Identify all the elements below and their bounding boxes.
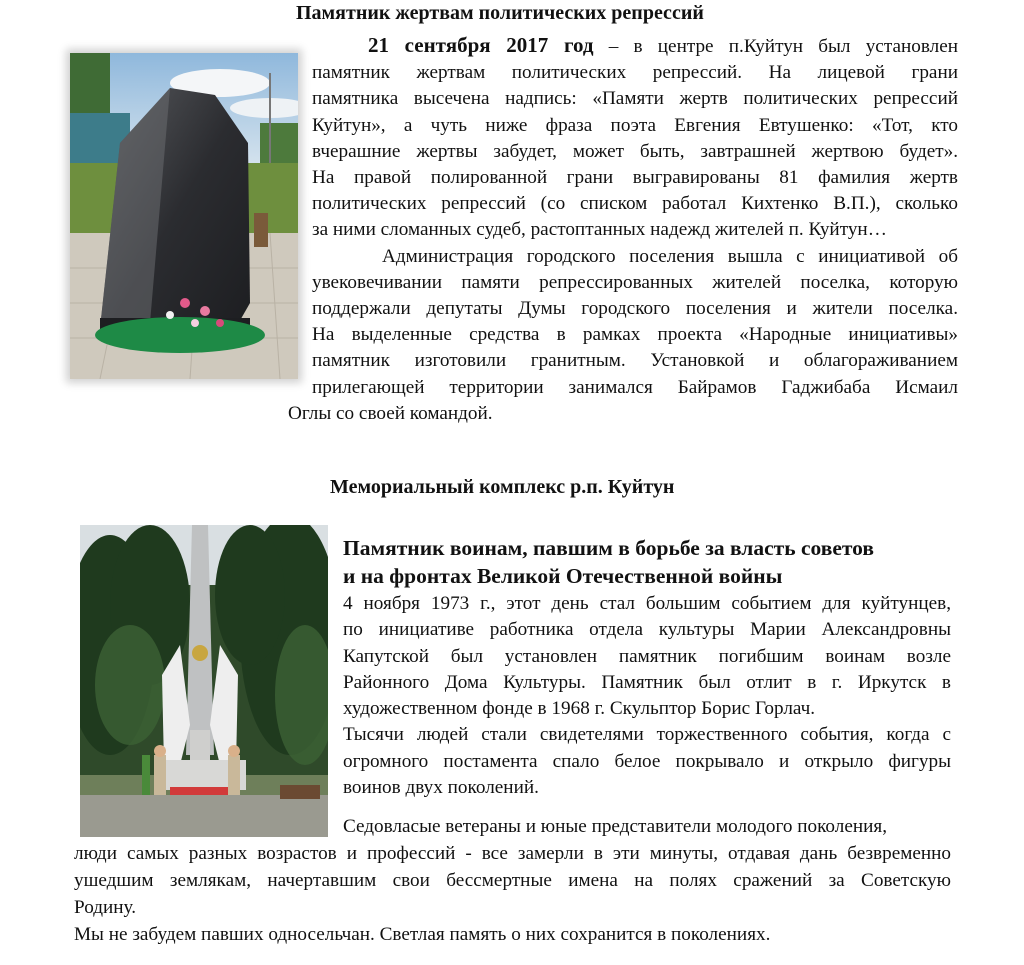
section1-line: увековечивании памяти репрессированных жителей поселка, которую <box>312 271 958 293</box>
section2-wide-line: Родину. <box>74 897 137 918</box>
section2-line: 4 ноября 1973 г., этот день стал большим событием для куйтунцев, <box>343 593 951 614</box>
section1-line: политических репрессий (со списком работал Кихтенко В.П.), сколько <box>312 193 958 215</box>
section2-wide-line: ушедшим землякам, начертавшим свои бессмертные имена на полях сражений за Советскую <box>74 870 951 891</box>
section2-line: воинов двух поколений. <box>343 777 539 799</box>
section2-line: Капутской был установлен памятник погибшим воинам возле <box>343 645 951 667</box>
section1-line: памятник изготовили гранитным. Установкой и облагораживанием <box>312 350 958 372</box>
repression-memorial-photo <box>70 53 298 379</box>
section1-line: На правой полированной грани выгравированы 81 фамилия жертв <box>312 167 958 189</box>
section1-text <box>288 32 958 427</box>
section2-line: огромного постамента спало белое покрывало и открыло фигуры <box>343 750 951 772</box>
section2-subtitle <box>343 534 963 590</box>
section1-title: Памятник жертвам политических репрессий <box>296 2 704 24</box>
section1-date: 21 сентября 2017 год <box>368 33 594 57</box>
section1-line: поддержали депутаты Думы городского поселения и жители поселка. <box>312 298 958 320</box>
section2-wide-line: люди самых разных возрастов и профессий - все замерли в эти минуты, отдавая дань безвременно <box>74 843 951 864</box>
section1-line: – в центре п.Куйтун был установлен <box>593 36 958 57</box>
war-memorial-photo <box>80 525 328 837</box>
section1-line: Куйтун», а чуть ниже фраза поэта Евгения Евтушенко: «Тот, кто <box>312 114 958 136</box>
section1-line: памятник жертвам политических репрессий. На лицевой грани <box>312 62 958 84</box>
section2-subtitle-line2: и на фронтах Великой Отечественной войны <box>343 564 783 588</box>
section1-line: памятника высечена надпись: «Памяти жертв политических репрессий <box>312 88 958 110</box>
section1-line: Администрация городского поселения вышла с инициативой об <box>382 245 958 267</box>
section2-wide-line: Мы не забудем павших односельчан. Светлая память о них сохранится в поколениях. <box>74 924 771 945</box>
section2-title: Мемориальный комплекс р.п. Куйтун <box>330 476 675 498</box>
section2-line: Районного Дома Культуры. Памятник был отлит в г. Иркутск в <box>343 671 951 693</box>
section2-line: художественном фонде в 1968 г. Скульптор Борис Горлач. <box>343 698 816 720</box>
section2-wide-text <box>74 813 951 948</box>
section2-text <box>343 591 951 801</box>
section2-line: по инициативе работника отдела культуры Марии Александровны <box>343 619 951 641</box>
section2-wide-line: Седовласые ветераны и юные представители молодого поколения, <box>343 816 888 837</box>
section1-line: за ними сломанных судеб, растоптанных надежд жителей п. Куйтун… <box>312 219 887 241</box>
section2-subtitle-line1: Памятник воинам, павшим в борьбе за власть советов <box>343 536 874 560</box>
section1-line: прилегающей территории занимался Байрамов Гаджибаба Исмаил <box>312 376 958 398</box>
section1-line: Оглы со своей командой. <box>288 402 493 424</box>
section2-line: Тысячи людей стали свидетелями торжественного события, когда с <box>343 724 951 746</box>
section1-line: На выделенные средства в рамках проекта «Народные инициативы» <box>312 324 958 346</box>
section1-line: вчерашние жертвы забудет, может быть, завтрашней жертвою будет». <box>312 140 958 162</box>
